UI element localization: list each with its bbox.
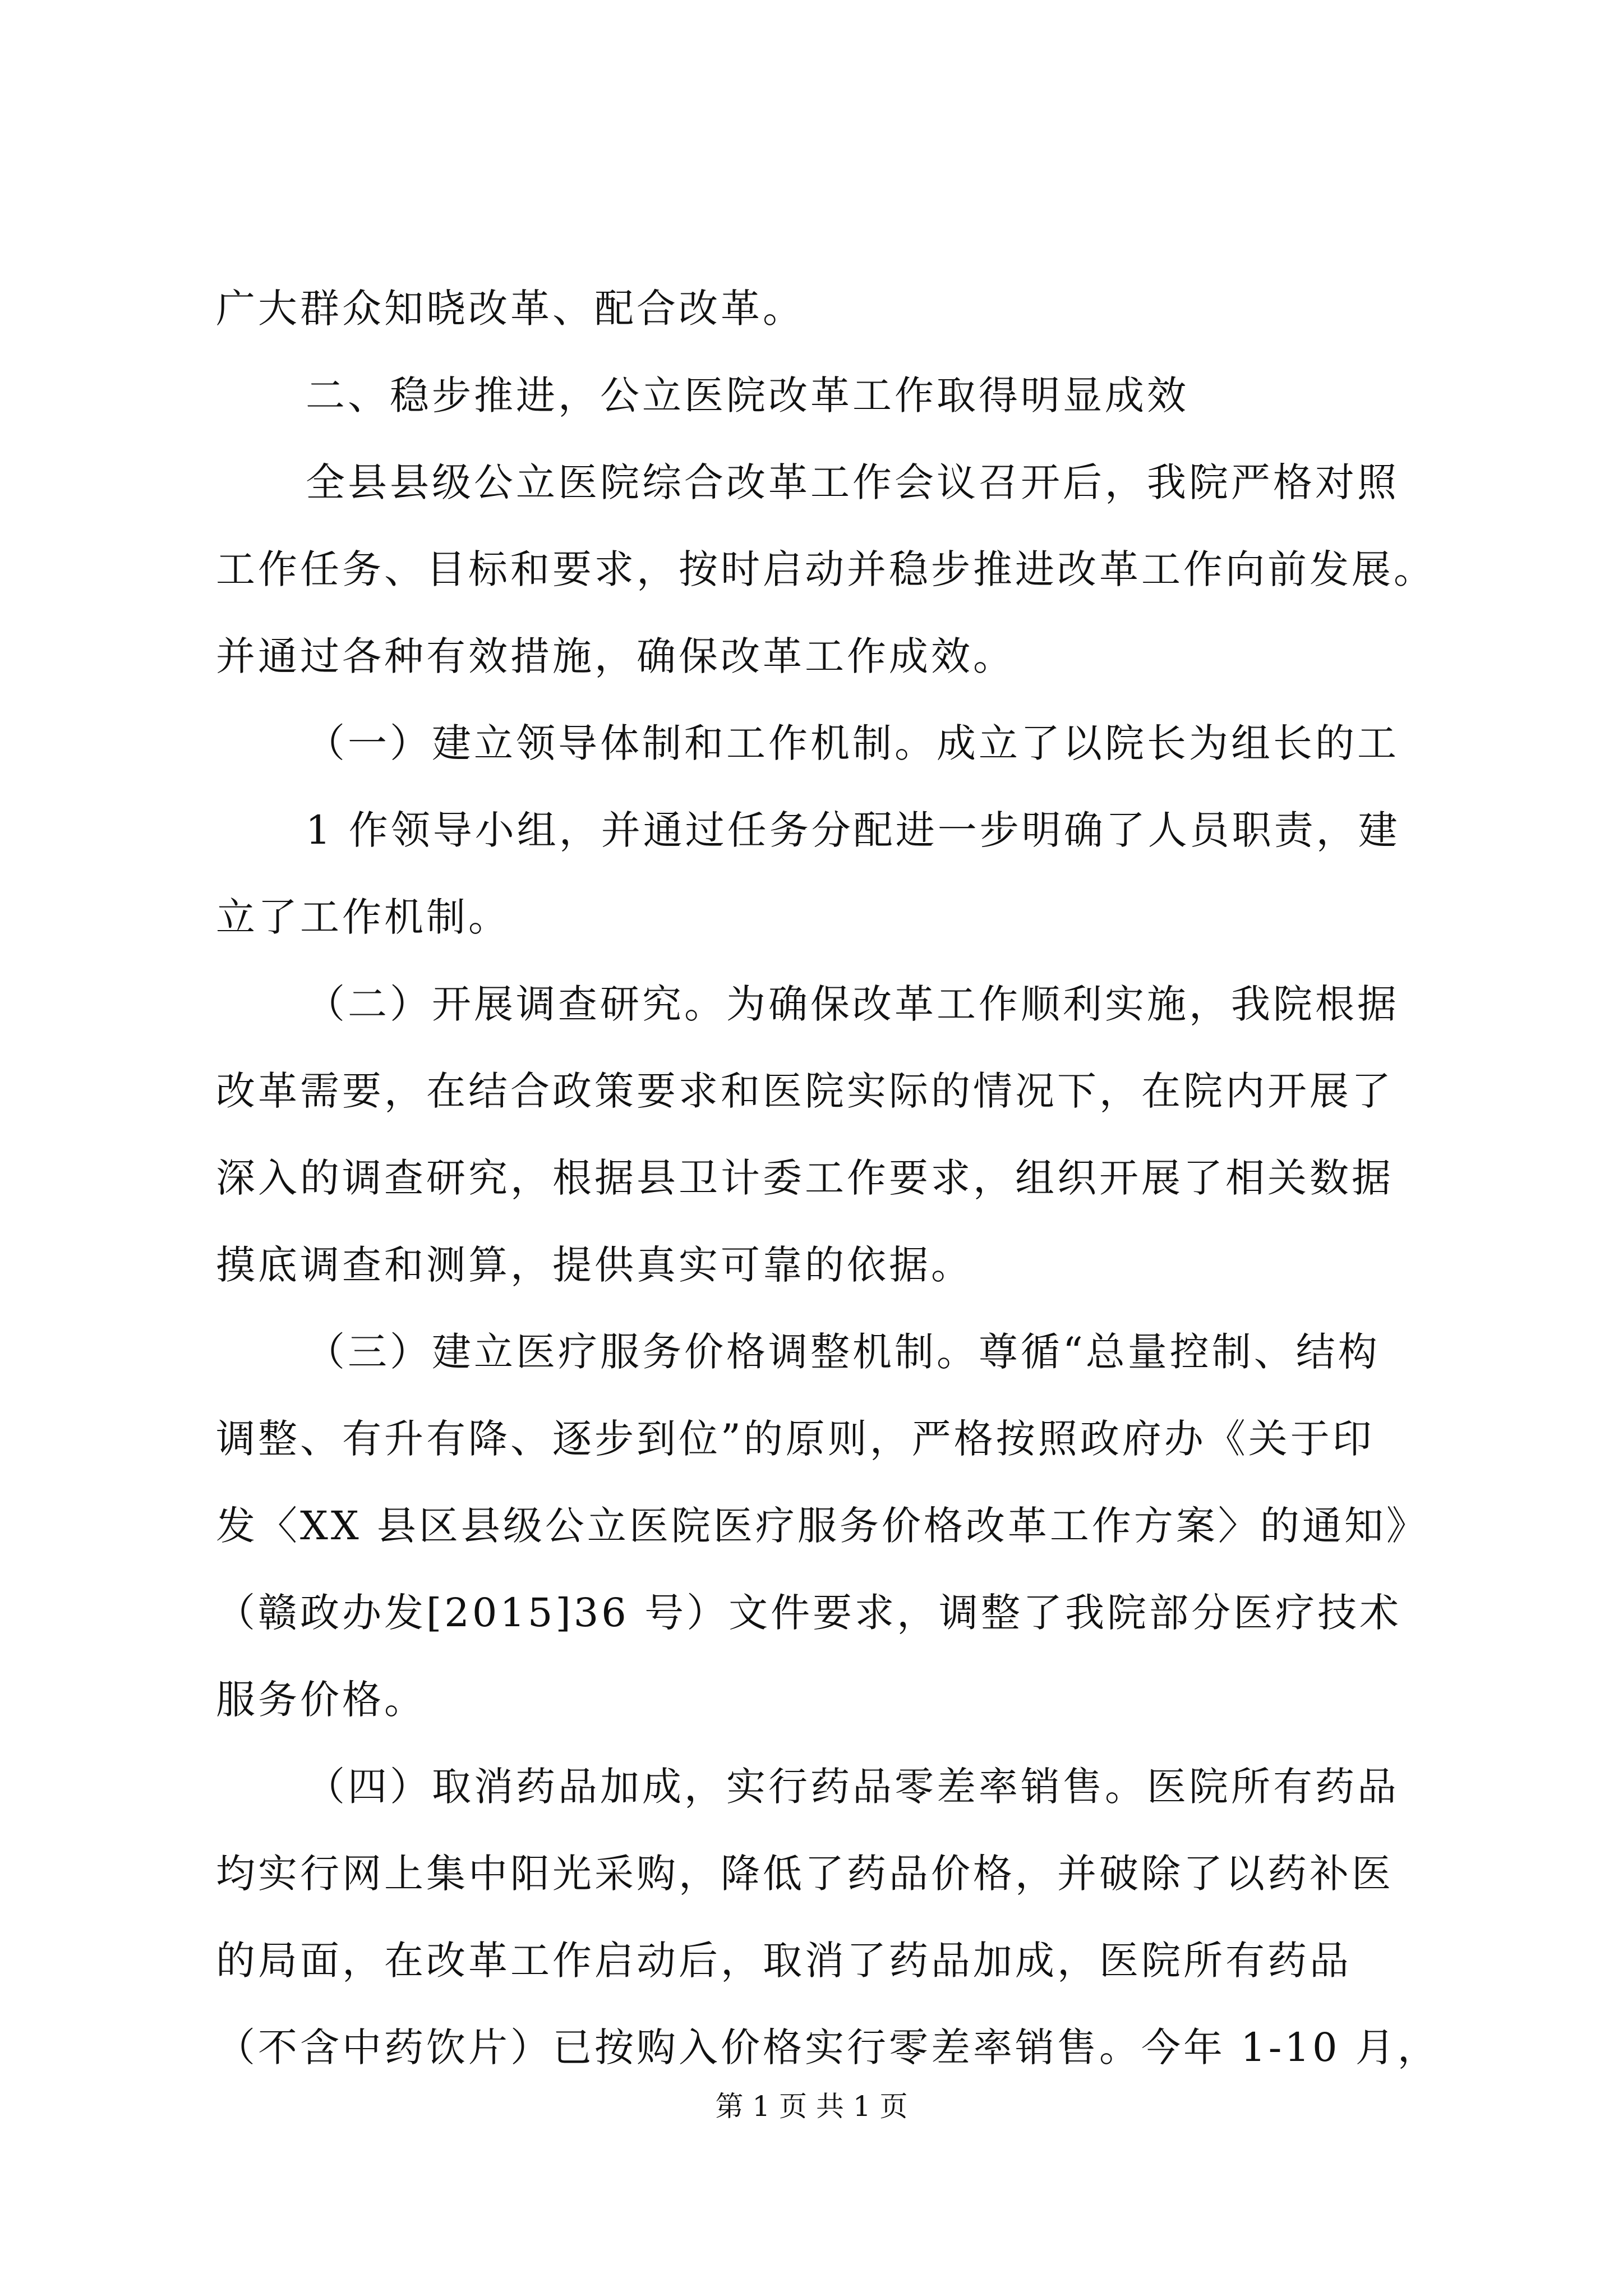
text-line: （二）开展调查研究。为确保改革工作顺利实施，我院根据 — [306, 981, 1399, 1027]
text-line: （不含中药饮片）已按购入价格实行零差率销售。今年 1-10 月， — [216, 2024, 1440, 2070]
text-line: （三）建立医疗服务价格调整机制。尊循“总量控制、结构 — [306, 1329, 1380, 1375]
page-footer: 第 1 页 共 1 页 — [715, 2090, 908, 2123]
text-line: 并通过各种有效措施，确保改革工作成效。 — [216, 633, 1015, 679]
section-heading: 二、稳步推进，公立医院改革工作取得明显成效 — [306, 372, 1189, 418]
text-line: （一）建立领导体制和工作机制。成立了以院长为组长的工 — [306, 720, 1399, 766]
text-line: 广大群众知晓改革、配合改革。 — [216, 286, 805, 332]
text-line: 深入的调查研究，根据县卫计委工作要求，组织开展了相关数据 — [216, 1155, 1394, 1201]
text-line: 摸底调查和测算，提供真实可靠的依据。 — [216, 1242, 973, 1288]
text-line: （四）取消药品加成，实行药品零差率销售。医院所有药品 — [306, 1764, 1399, 1810]
text-line: 改革需要，在结合政策要求和医院实际的情况下，在院内开展了 — [216, 1068, 1394, 1114]
text-line: 调整、有升有降、逐步到位”的原则，严格按照政府办《关于印 — [216, 1416, 1375, 1462]
text-line: 服务价格。 — [216, 1677, 426, 1723]
text-line: （赣政办发[2015]36 号）文件要求，调整了我院部分医疗技术 — [216, 1590, 1402, 1636]
text-line: 均实行网上集中阳光采购，降低了药品价格，并破除了以药补医 — [216, 1851, 1394, 1897]
text-line: 全县县级公立医院综合改革工作会议召开后，我院严格对照 — [306, 459, 1399, 505]
text-line: 的局面，在改革工作启动后，取消了药品加成，医院所有药品 — [216, 1938, 1352, 1984]
text-line: 发〈XX 县区县级公立医院医疗服务价格改革工作方案〉的通知》 — [216, 1503, 1428, 1549]
text-line: 工作任务、目标和要求，按时启动并稳步推进改革工作向前发展。 — [216, 546, 1436, 592]
text-line: 1 作领导小组，并通过任务分配进一步明确了人员职责，建 — [306, 807, 1400, 853]
text-line: 立了工作机制。 — [216, 894, 510, 940]
